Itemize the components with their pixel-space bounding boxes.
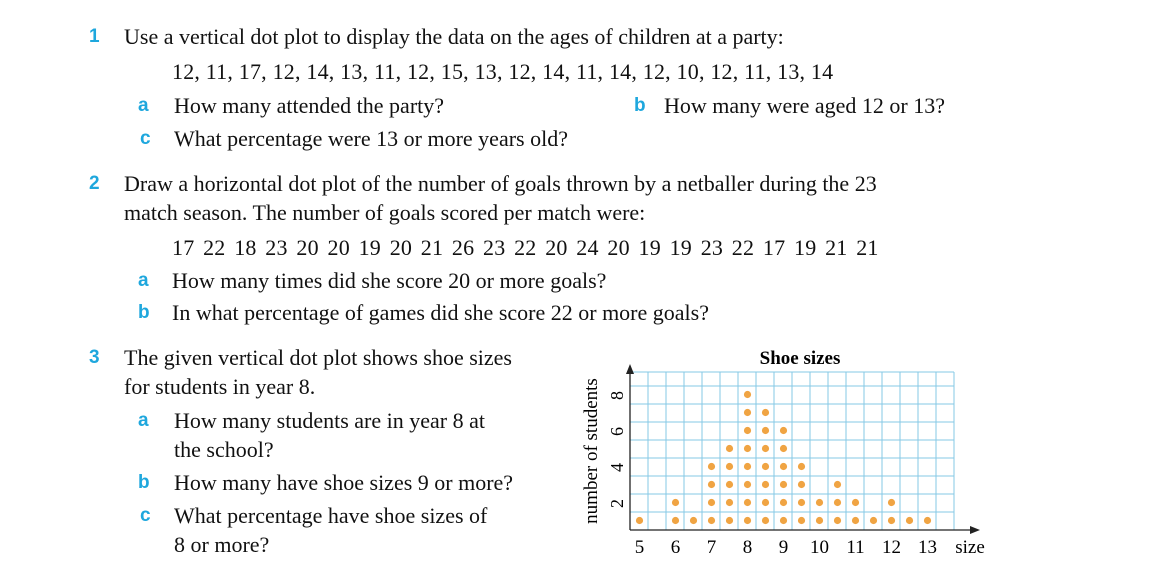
data-dot: [672, 499, 679, 506]
chart-axes: [626, 364, 980, 534]
question-3-text-line1: The given vertical dot plot shows shoe sizes: [124, 345, 512, 370]
data-dot: [708, 463, 715, 470]
data-dot: [834, 499, 841, 506]
x-tick-label: 10: [810, 537, 829, 558]
data-dot: [762, 427, 769, 434]
data-dot: [726, 517, 733, 524]
question-3b-text: How many have shoe sizes 9 or more?: [174, 470, 514, 495]
chart-title: Shoe sizes: [759, 348, 841, 369]
data-dot: [744, 499, 751, 506]
x-tick-label: 7: [706, 537, 717, 558]
data-dot: [726, 499, 733, 506]
data-dot: [726, 445, 733, 452]
data-dot: [708, 499, 715, 506]
y-tick-labels: [607, 391, 627, 508]
data-dot: [744, 409, 751, 416]
data-dot: [780, 499, 787, 506]
data-dot: [888, 499, 895, 506]
question-2-data: 17 22 18 23 20 20 19 20 21 26 23 22 20 24 20 19 19 23 22 17 19 21 21: [172, 235, 879, 260]
x-tick-label: 5: [634, 537, 645, 558]
data-dot: [708, 481, 715, 488]
data-dot: [672, 517, 679, 524]
data-dot: [780, 517, 787, 524]
question-3-text-line2: for students in year 8.: [124, 374, 316, 399]
data-dot: [780, 481, 787, 488]
shoe-sizes-dot-plot: [575, 340, 995, 562]
data-dot: [906, 517, 913, 524]
y-axis-label: number of students: [581, 378, 602, 524]
question-1a-label: a: [138, 95, 149, 116]
y-tick-label: 6: [607, 427, 627, 436]
data-dot: [888, 517, 895, 524]
data-dot: [726, 463, 733, 470]
data-dot: [762, 463, 769, 470]
data-dot: [708, 517, 715, 524]
data-dot: [924, 517, 931, 524]
data-dot: [870, 517, 877, 524]
question-3c-text-line2: 8 or more?: [174, 532, 270, 557]
question-2-number: 2: [89, 173, 100, 194]
x-axis-label: size: [955, 537, 985, 558]
data-dot: [744, 517, 751, 524]
question-2a-text: How many times did she score 20 or more goals?: [172, 268, 607, 293]
question-2b-label: b: [138, 302, 150, 323]
x-tick-label: 8: [742, 537, 753, 558]
y-tick-label: 4: [607, 463, 627, 472]
data-dot: [744, 427, 751, 434]
question-3a-label: a: [138, 410, 149, 431]
data-dot: [780, 445, 787, 452]
question-3a-text-line2: the school?: [174, 437, 274, 462]
question-1c-label: c: [140, 128, 151, 149]
question-2a-label: a: [138, 270, 149, 291]
question-1-number: 1: [89, 26, 100, 47]
question-2-text-line1: Draw a horizontal dot plot of the number of goals thrown by a netballer during the 23: [124, 171, 877, 196]
x-tick-label: 11: [846, 537, 865, 558]
data-dot: [852, 517, 859, 524]
data-dot: [798, 517, 805, 524]
data-dot: [636, 517, 643, 524]
data-dot: [744, 481, 751, 488]
data-dot: [780, 427, 787, 434]
data-dot: [762, 517, 769, 524]
question-3b-label: b: [138, 472, 150, 493]
question-1b-label: b: [634, 95, 646, 116]
x-axis-arrow: [970, 526, 980, 534]
data-dot: [816, 517, 823, 524]
data-dot: [762, 409, 769, 416]
data-dot: [726, 481, 733, 488]
data-dot: [762, 481, 769, 488]
question-3c-label: c: [140, 505, 151, 526]
question-2b-text: In what percentage of games did she score 22 or more goals?: [172, 300, 709, 325]
data-dot: [834, 481, 841, 488]
chart-grid: [630, 372, 954, 530]
question-1b-text: How many were aged 12 or 13?: [664, 93, 946, 118]
question-1-text: Use a vertical dot plot to display the data on the ages of children at a party:: [124, 24, 784, 49]
x-tick-label: 12: [882, 537, 901, 558]
data-dot: [744, 445, 751, 452]
y-tick-label: 8: [607, 391, 627, 400]
data-dot: [798, 499, 805, 506]
x-tick-label: 6: [670, 537, 681, 558]
data-dot: [690, 517, 697, 524]
question-3-number: 3: [89, 347, 100, 368]
data-dot: [798, 463, 805, 470]
data-dot: [780, 463, 787, 470]
question-1-data: 12, 11, 17, 12, 14, 13, 11, 12, 15, 13, 12, 14, 11, 14, 12, 10, 12, 11, 13, 14: [172, 59, 834, 84]
data-dot: [816, 499, 823, 506]
question-3c-text-line1: What percentage have shoe sizes of: [174, 503, 488, 528]
question-2-text-line2: match season. The number of goals scored per match were:: [124, 200, 646, 225]
question-1a-text: How many attended the party?: [174, 93, 445, 118]
data-dot: [762, 445, 769, 452]
data-dot: [834, 517, 841, 524]
y-axis-arrow: [626, 364, 634, 374]
x-tick-labels: [635, 537, 937, 558]
x-tick-label: 13: [918, 537, 937, 558]
question-3a-text-line1: How many students are in year 8 at: [174, 408, 485, 433]
question-1c-text: What percentage were 13 or more years old?: [174, 126, 568, 151]
data-dot: [762, 499, 769, 506]
data-dot: [798, 481, 805, 488]
data-dot: [744, 463, 751, 470]
x-tick-label: 9: [778, 537, 789, 558]
data-dot: [852, 499, 859, 506]
y-tick-label: 2: [607, 499, 627, 508]
data-dot: [744, 391, 751, 398]
